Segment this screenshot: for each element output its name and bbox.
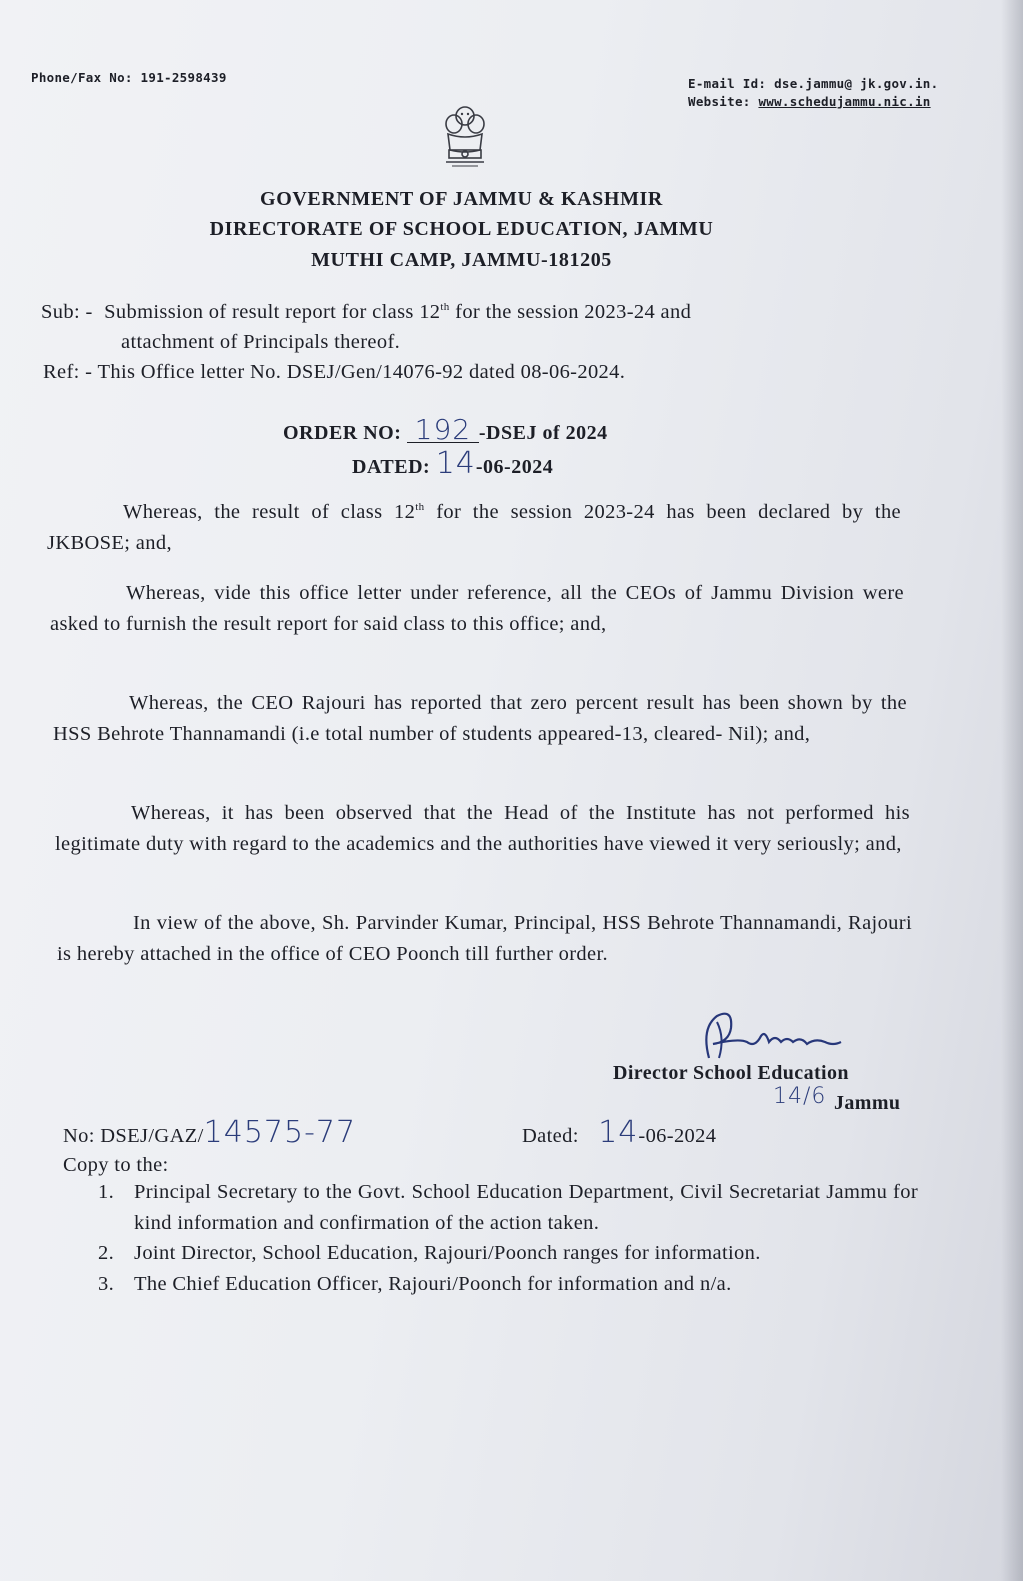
list-item: 1. Principal Secretary to the Govt. School Education Department, Civil Secretariat Jammu for kind information and confirmation of the action taken. (98, 1181, 918, 1234)
sub-label: Sub: - (41, 301, 93, 323)
paragraph-4: Whereas, it has been observed that the Head of the Institute has not performed his legitimate duty with regard to the academics and the authorities have viewed it very seriously; and, (55, 802, 910, 855)
dated-suffix: -06-2024 (475, 456, 554, 478)
signature-scribble (695, 1008, 845, 1068)
reference-line (43, 357, 923, 388)
dispatch-day-handwritten: 14 (598, 1115, 639, 1150)
header-government: GOVERNMENT OF JAMMU & KASHMIR (260, 188, 663, 210)
order-suffix: -DSEJ of 2024 (478, 422, 608, 444)
dispatch-number-handwritten: 14575-77 (203, 1115, 357, 1150)
dispatch-date (522, 1115, 717, 1152)
state-emblem-icon (440, 100, 490, 176)
signatory-designation: Director School Education (613, 1062, 849, 1084)
signatory-place: Jammu (834, 1092, 901, 1114)
website-link[interactable]: www.schedujammu.nic.in (758, 94, 931, 109)
paragraph-2: Whereas, vide this office letter under reference, all the CEOs of Jammu Division were asked to furnish the result report for said class to this office; and, (50, 582, 904, 635)
website-line (688, 94, 931, 109)
order-number-line (283, 413, 608, 446)
dispatch-label: No: DSEJ/GAZ/ (63, 1125, 204, 1147)
list-item: 2. Joint Director, School Education, Rajouri/Poonch ranges for information. (98, 1242, 761, 1264)
subject-line (41, 297, 921, 328)
paragraph-1: Whereas, the result of class 12th for the session 2023-24 has been declared by the JKBOSE; and, (47, 501, 901, 554)
order-dated-line (352, 446, 553, 481)
phone-fax: Phone/Fax No: 191-2598439 (31, 70, 227, 85)
dispatch-number (63, 1115, 357, 1152)
page-edge-shadow (1001, 0, 1023, 1581)
dispatch-dated-suffix: -06-2024 (638, 1125, 717, 1147)
dated-label: DATED: (352, 456, 436, 478)
copy-to-list (98, 1177, 918, 1299)
signature-date-handwritten: 14/6 (773, 1084, 827, 1109)
paragraph-5: In view of the above, Sh. Parvinder Kumar, Principal, HSS Behrote Thannamandi, Rajouri is hereby attached in the office of CEO Poonch till further order. (57, 912, 912, 965)
dated-day-handwritten: 14 (435, 446, 476, 481)
website-label: Website: (688, 94, 759, 109)
email-line: E-mail Id: dse.jammu@ jk.gov.in. (688, 76, 939, 91)
paragraph-3: Whereas, the CEO Rajouri has reported that zero percent result has been shown by the HSS Behrote Thannamandi (i.e total number of students appeared-13, cleared- Nil); and, (53, 692, 907, 745)
header-address: MUTHI CAMP, JAMMU-181205 (311, 249, 612, 271)
header-directorate: DIRECTORATE OF SCHOOL EDUCATION, JAMMU (209, 218, 714, 240)
sub-text-continued: attachment of Principals thereof. (121, 331, 401, 353)
order-number-handwritten: 192 (407, 418, 479, 443)
list-item: 3. The Chief Education Officer, Rajouri/Poonch for information and n/a. (98, 1272, 732, 1295)
ref-label: Ref: - (43, 361, 93, 383)
copy-to-label: Copy to the: (63, 1154, 169, 1176)
sub-text: Submission of result report for class 12th for the session 2023-24 and (104, 301, 692, 323)
dispatch-dated-label: Dated: (522, 1125, 585, 1147)
order-label: ORDER NO: (283, 422, 407, 444)
ref-text: This Office letter No. DSEJ/Gen/14076-92 dated 08-06-2024. (97, 361, 626, 383)
